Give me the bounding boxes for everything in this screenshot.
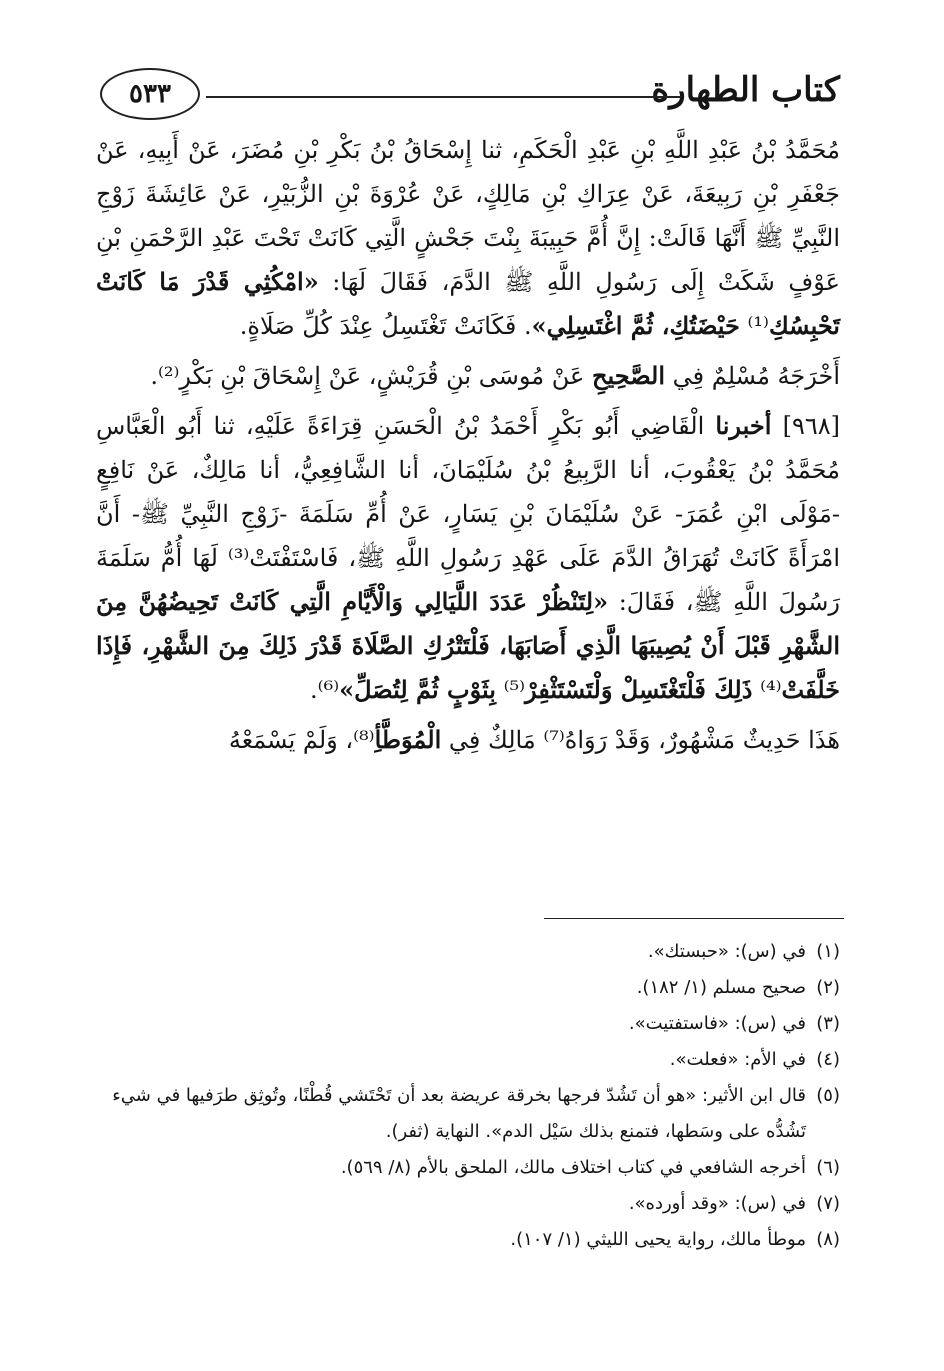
footnote-text: صحيح مسلم (١/ ١٨٢). <box>636 977 806 998</box>
bold-text-run: أخبرنا <box>715 411 772 440</box>
footnote <box>96 1006 840 1042</box>
text-run: هَذَا حَدِيثٌ مَشْهُورٌ، وَقَدْ رَوَاهُ⁽⁷⁾ مَالِكٌ فِي <box>441 726 840 754</box>
bold-text-run: حَيْضَتُكِ، ثُمَّ اغْتَسِلِي» <box>531 311 740 340</box>
footnote-text: موطأ مالك، رواية يحيى الليثي (١/ ١٠٧). <box>510 1229 806 1250</box>
text-run: ⁽⁸⁾، وَلَمْ يَسْمَعْهُ <box>228 726 375 754</box>
footnote-text: في الأم: «فعلت». <box>669 1049 806 1070</box>
bold-text-run: الصَّحِيحِ <box>591 361 665 390</box>
text-run: الْقَاضِي أَبُو بَكْرٍ أَحْمَدُ بْنُ الْحَسَنِ قِرَاءَةً عَلَيْهِ، ثنا أَبُو الْعَبَّاسِ مُحَمَّدُ بْنُ يَعْقُوبَ، أنا الرَّبِيعُ بْنُ سُلَيْمَانَ، أنا الشَّافِعِيُّ، أنا مَالِكٌ، عَنْ نَافِعٍ -مَوْلَى ابْنِ عُمَرَ- عَنْ سُلَيْمَانَ بْنِ يَسَارٍ، عَنْ أُمِّ سَلَمَةَ -زَوْجِ النَّبِيِّ ﷺ- أَنَّ امْرَأَةً كَانَتْ تُهَرَاقُ الدَّمَ عَلَى عَهْدِ رَسُولِ اللَّهِ ﷺ، فَاسْتَفْتَتْ⁽³⁾ لَهَا أُمُّ سَلَمَةَ رَسُولَ اللَّهِ ﷺ، فَقَالَ: <box>96 412 840 616</box>
footnote-number: (٧) <box>816 1193 840 1214</box>
footnote-text: في (س): «فاستفتيت». <box>628 1013 806 1034</box>
footnote-text: قال ابن الأثير: «هو أن تَشُدّ فرجها بخرقة عريضة بعد أن تَحْتَشي قُطْنًا، وتُوثِق طرَفيها في شيء تَشُدُّه على وسَطها، فتمنع بذلك سَيْل الدم». النهاية (ثفر). <box>112 1085 806 1142</box>
text-run: عَنْ مُوسَى بْنِ قُرَيْشٍ، عَنْ إِسْحَاقَ بْنِ بَكْرٍ⁽²⁾. <box>150 362 592 390</box>
text-paragraph <box>96 354 840 398</box>
header-rule <box>206 96 680 98</box>
text-paragraph <box>96 128 840 348</box>
text-run: أَخْرَجَهُ مُسْلِمٌ فِي <box>665 362 840 390</box>
footnote <box>96 1222 840 1258</box>
text-run: ⁽⁴⁾ <box>752 676 782 704</box>
text-paragraph <box>96 404 840 712</box>
bold-text-run: الْمُوَطَّأِ <box>374 725 442 754</box>
footnote-text: في (س): «حبستك». <box>647 941 806 962</box>
footnote <box>96 1186 840 1222</box>
text-paragraph <box>96 718 840 762</box>
text-run: ⁽¹⁾ <box>739 312 769 340</box>
page-header <box>100 64 840 128</box>
footnote-number: (٣) <box>816 1013 840 1034</box>
bold-text-run: «لِتَنْظُرْ عَدَدَ اللَّيَالِي وَالْأَيَّامِ الَّتِي كَانَتْ تَحِيضُهُنَّ مِنَ الشَّهْرِ قَبْلَ أَنْ يُصِيبَهَا الَّذِي أَصَابَهَا، فَلْتَتْرُكِ الصَّلَاةَ قَدْرَ ذَلِكَ مِنَ الشَّهْرِ، فَإِذَا خَلَّفَتْ <box>96 587 840 704</box>
text-run: ⁽⁶⁾. <box>310 676 340 704</box>
text-run: ⁽⁵⁾ <box>495 676 525 704</box>
text-run: . فَكَانَتْ تَغْتَسِلُ عِنْدَ كُلِّ صَلَاةٍ. <box>239 312 532 340</box>
footnote-text: في (س): «وقد أورده». <box>628 1193 806 1214</box>
footnote-number: (١) <box>816 941 840 962</box>
text-run: مُحَمَّدُ بْنُ عَبْدِ اللَّهِ بْنِ عَبْدِ الْحَكَمِ، ثنا إِسْحَاقُ بْنُ بَكْرِ بْنِ مُضَرَ، عَنْ أَبِيهِ، عَنْ جَعْفَرِ بْنِ رَبِيعَةَ، عَنْ عِرَاكِ بْنِ مَالِكٍ، عَنْ عُرْوَةَ بْنِ الزُّبَيْرِ، عَنْ عَائِشَةَ زَوْجِ النَّبِيِّ ﷺ أَنَّهَا قَالَتْ: إِنَّ أُمَّ حَبِيبَةَ بِنْتَ جَحْشٍ الَّتِي كَانَتْ تَحْتَ عَبْدِ الرَّحْمَنِ بْنِ عَوْفٍ شَكَتْ إِلَى رَسُولِ اللَّهِ ﷺ الدَّمَ، فَقَالَ لَهَا: <box>96 136 841 296</box>
footnote-number: (٥) <box>816 1085 840 1106</box>
bold-text-run: «امْكُثِي قَدْرَ مَا كَانَتْ تَحْبِسُكِ <box>96 267 840 340</box>
footnote-number: (٢) <box>816 977 840 998</box>
footnote <box>96 1150 840 1186</box>
footnote-number: (٤) <box>816 1049 840 1070</box>
footnote <box>96 1042 840 1078</box>
footnote <box>96 970 840 1006</box>
bold-text-run: ذَلِكَ فَلْتَغْتَسِلْ وَلْتَسْتَثْفِرْ <box>525 675 753 704</box>
footnote <box>96 1078 840 1150</box>
text-run: [٩٦٨] <box>771 412 840 440</box>
chapter-title: كتاب الطهارة <box>651 70 840 110</box>
footnotes <box>96 934 840 1258</box>
footnote-number: (٨) <box>816 1229 840 1250</box>
footnote-number: (٦) <box>816 1157 840 1178</box>
footnote <box>96 934 840 970</box>
bold-text-run: بِثَوْبٍ ثُمَّ لِتُصَلِّ» <box>339 675 496 704</box>
footnote-text: أخرجه الشافعي في كتاب اختلاف مالك، الملحق بالأم (٨/ ٥٦٩). <box>340 1157 806 1178</box>
main-text <box>96 128 840 768</box>
footnote-separator <box>544 918 844 919</box>
page-number: ٥٣٣ <box>100 68 200 120</box>
